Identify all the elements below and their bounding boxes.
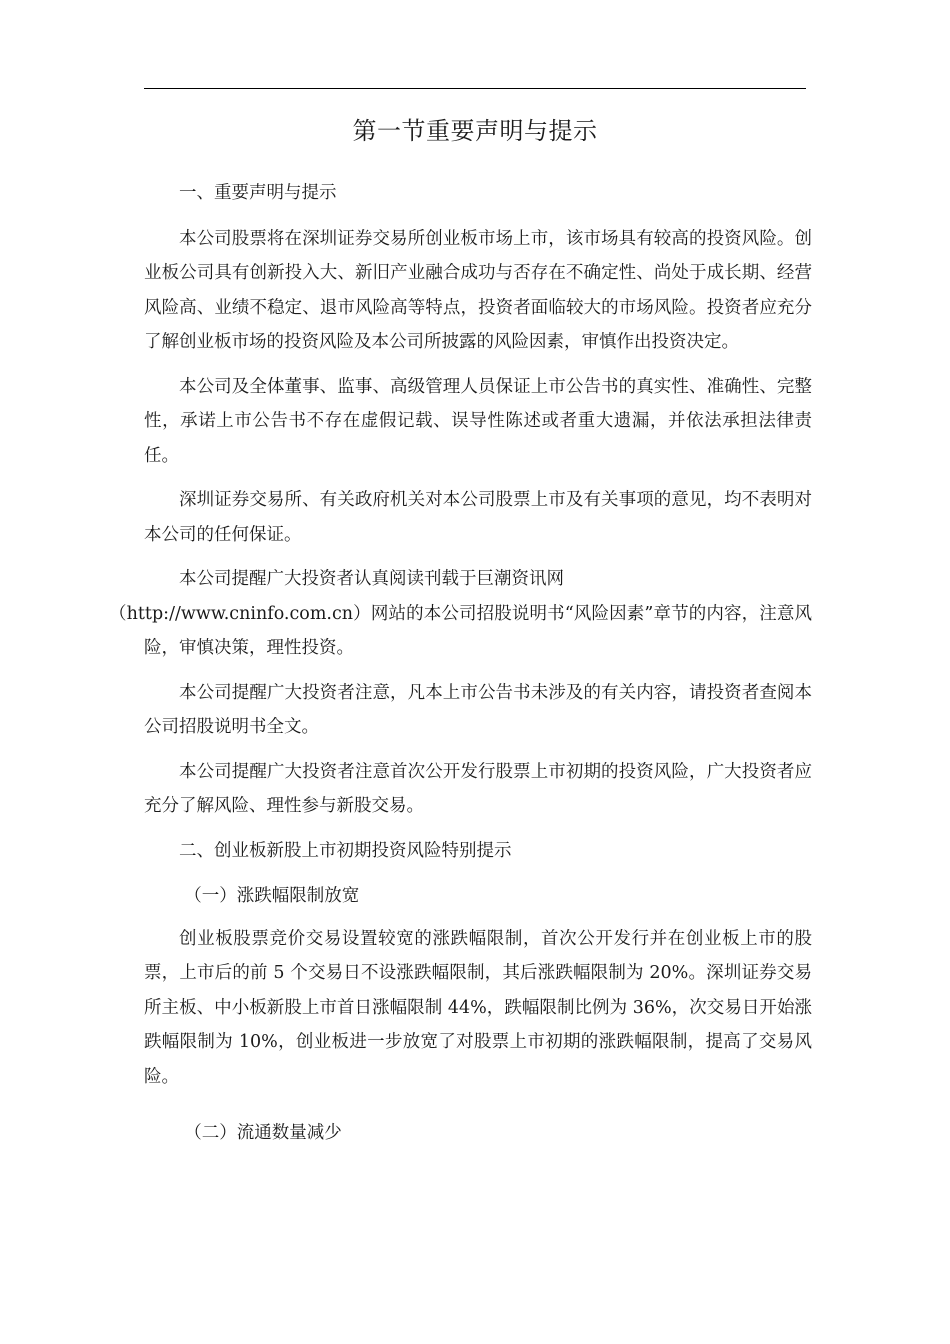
paragraph-no-guarantee: 深圳证券交易所、有关政府机关对本公司股票上市及有关事项的意见，均不表明对本公司的任何保证。 [144,490,812,545]
paragraph-price-limit: 创业板股票竞价交易设置较宽的涨跌幅限制，首次公开发行并在创业板上市的股票，上市后的前 5 个交易日不设涨跌幅限制，其后涨跌幅限制为 20%。深圳证券交易所主板、中小板新股上市首日涨幅限制 44%，跌幅限制比例为 36%，次交易日开始涨跌幅限制为 10%，创业板进一步放宽了对股票上市初期的涨跌幅限制，提高了交易风险。 [144,928,812,1087]
paragraph-read-prospectus [109,562,812,666]
section-title: 第一节重要声明与提示 [352,117,598,145]
paragraph-board-guarantee: 本公司及全体董事、监事、高级管理人员保证上市公告书的真实性、准确性、完整性，承诺上市公告书不存在虚假记载、误导性陈述或者重大遗漏，并依法承担法律责任。 [144,376,812,466]
header-rule [144,88,806,89]
heading-important-notice: 一、重要声明与提示 [179,183,337,203]
paragraph-read-prospectus-line2: （http://www.cninfo.com.cn）网站的本公司招股说明书“风险因素”章节的内容，注意风险，审慎决策，理性投资。 [109,603,812,658]
paragraph-market-risk: 本公司股票将在深圳证券交易所创业板市场上市，该市场具有较高的投资风险。创业板公司具有创新投入大、新旧产业融合成功与否存在不确定性、尚处于成长期、经营风险高、业绩不稳定、退市风险高等特点，投资者面临较大的市场风险。投资者应充分了解创业板市场的投资风险及本公司所披露的风险因素，审慎作出投资决定。 [144,228,812,352]
paragraph-read-prospectus-line1: 本公司提醒广大投资者认真阅读刊载于巨潮资讯网 [179,569,564,589]
paragraph-ipo-risk: 本公司提醒广大投资者注意首次公开发行股票上市初期的投资风险，广大投资者应充分了解风险、理性参与新股交易。 [144,761,812,816]
subheading-float-reduction: （二）流通数量减少 [184,1123,342,1143]
document-body [109,176,812,1159]
subheading-price-limit: （一）涨跌幅限制放宽 [184,886,360,906]
paragraph-refer-full-text: 本公司提醒广大投资者注意，凡本上市公告书未涉及的有关内容，请投资者查阅本公司招股说明书全文。 [144,682,812,737]
heading-chinext-risk: 二、创业板新股上市初期投资风险特别提示 [179,840,512,861]
